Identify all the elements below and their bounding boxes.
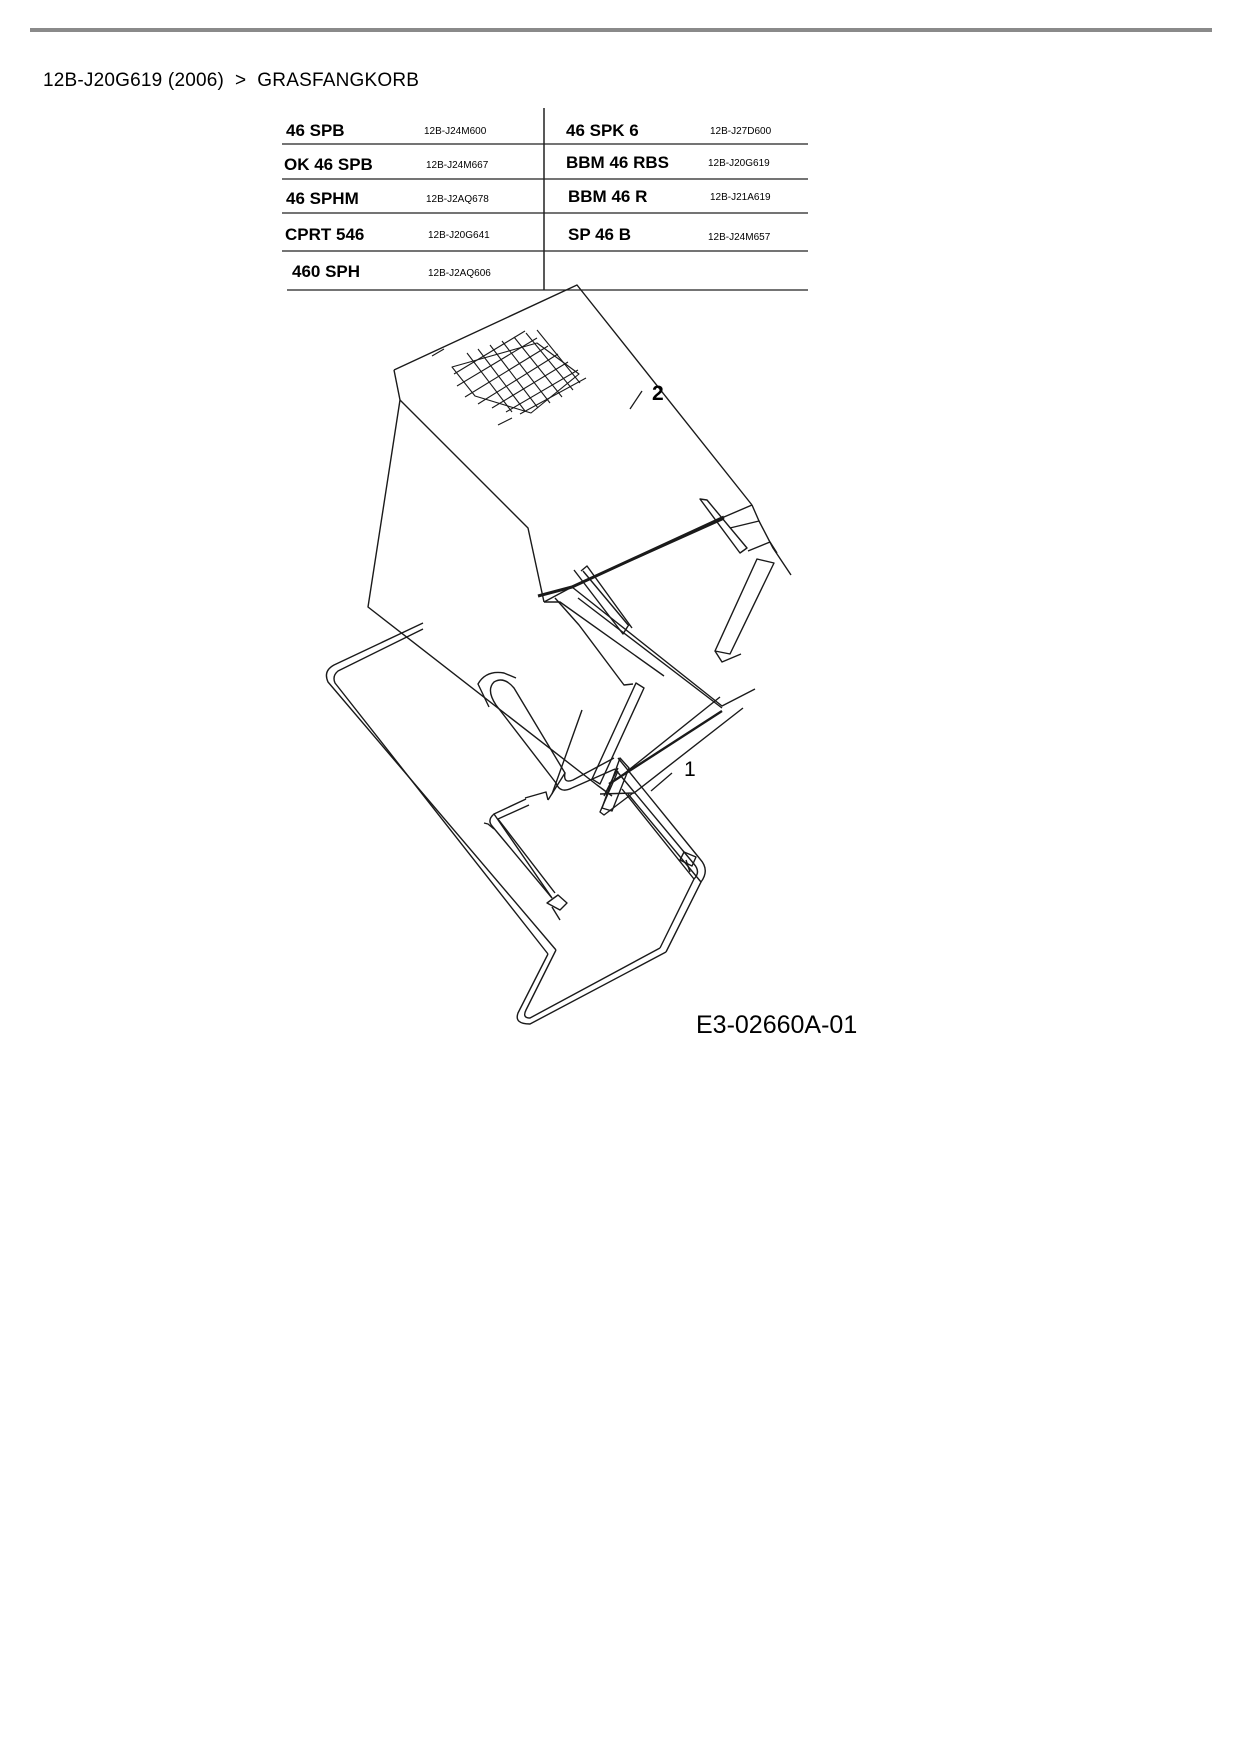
row-5-left-code: 12B-J2AQ606 [428,268,491,279]
row-4-right-code: 12B-J24M657 [708,232,771,243]
callout-2: 2 [652,382,664,405]
parts-figure [282,108,962,1148]
model-table [282,108,808,290]
vent-mesh [432,330,586,425]
catcher-frame [326,623,705,1024]
catcher-bag [368,285,791,815]
row-4-left-model: CPRT 546 [285,225,365,244]
row-1-left-model: 46 SPB [286,121,345,140]
grass-catcher-drawing [326,285,791,1024]
row-2-right-code: 12B-J20G619 [708,158,770,169]
row-1-left-code: 12B-J24M600 [424,126,487,137]
row-4-left-code: 12B-J20G641 [428,230,490,241]
row-2-left-code: 12B-J24M667 [426,160,489,171]
row-3-left-code: 12B-J2AQ678 [426,194,489,205]
row-3-right-model: BBM 46 R [568,187,648,206]
callout-1: 1 [684,758,696,781]
breadcrumb-section: GRASFANGKORB [257,70,420,91]
row-3-right-code: 12B-J21A619 [710,192,771,203]
breadcrumb-separator: > [235,70,247,91]
breadcrumb-model: 12B-J20G619 (2006) [43,70,225,91]
top-rule [30,28,1212,32]
row-5-left-model: 460 SPH [292,262,361,281]
row-4-right-model: SP 46 B [568,225,632,244]
row-1-right-code: 12B-J27D600 [710,126,772,137]
row-2-left-model: OK 46 SPB [284,155,373,174]
row-2-right-model: BBM 46 RBS [566,153,669,172]
row-3-left-model: 46 SPHM [286,189,359,208]
row-1-right-model: 46 SPK 6 [566,121,639,140]
breadcrumb [43,70,419,92]
drawing-id: E3-02660A-01 [696,1011,858,1039]
